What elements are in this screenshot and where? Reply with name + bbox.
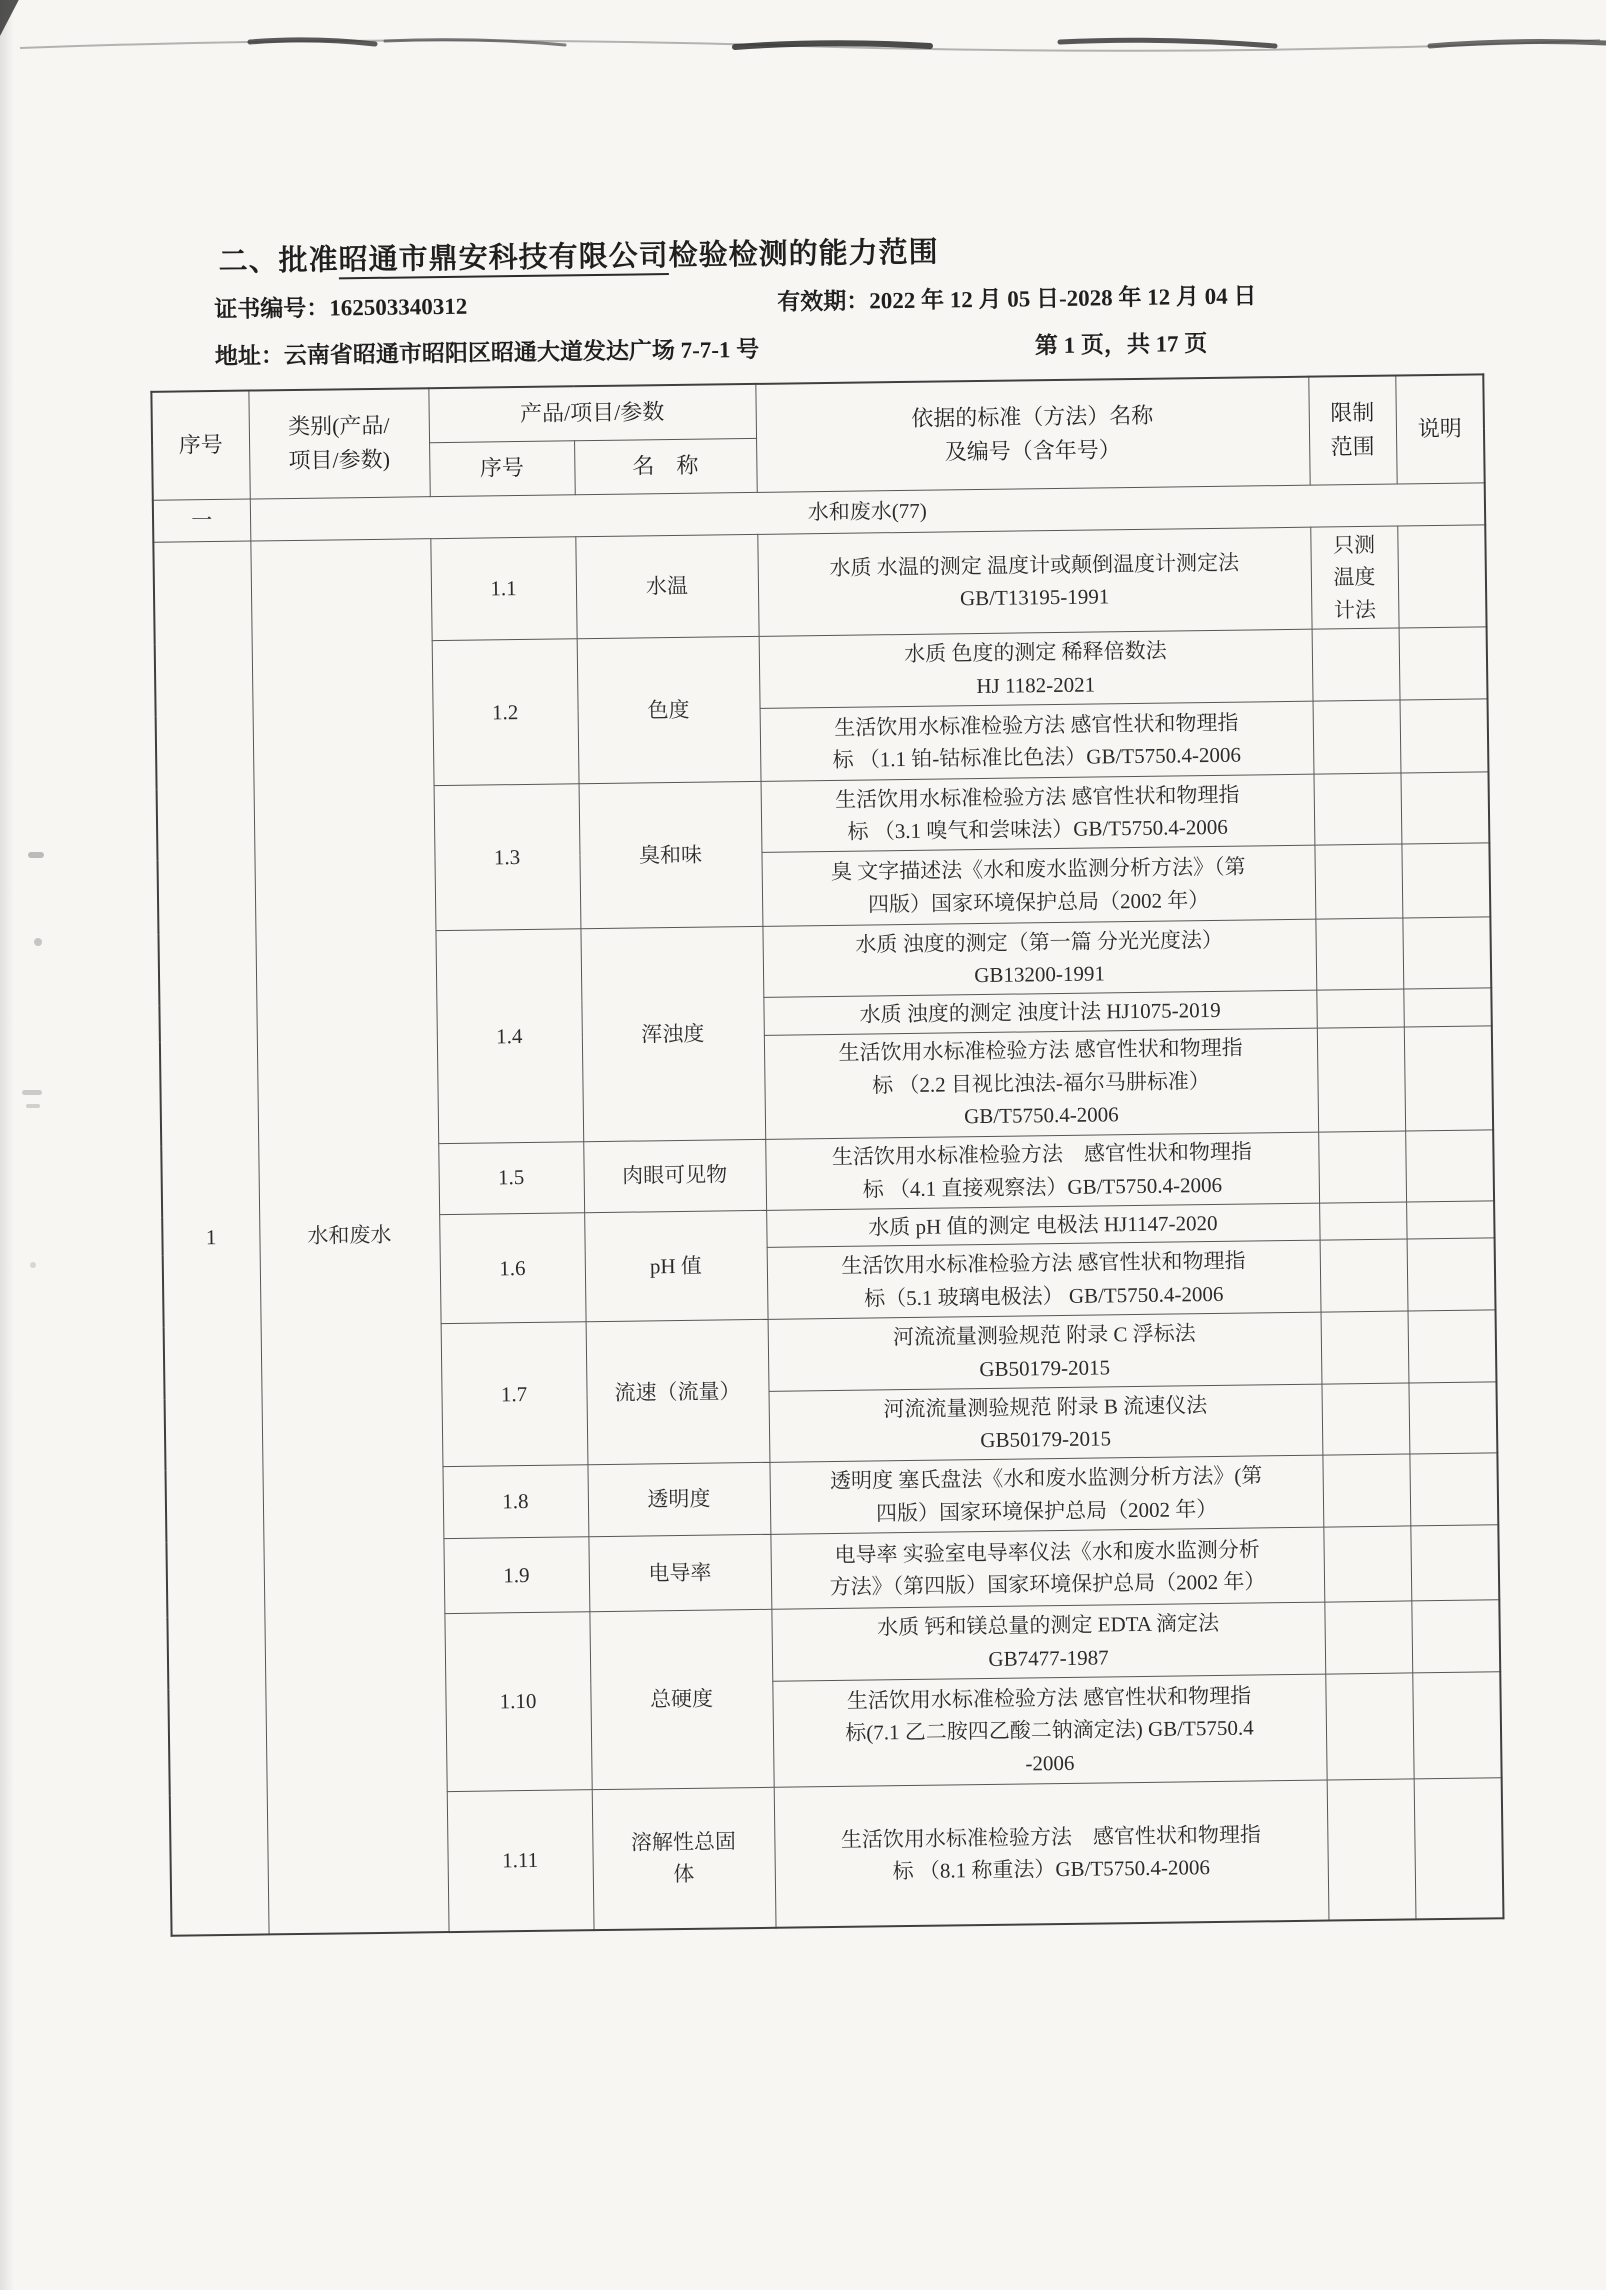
item-seq: 1.11 [447, 1790, 594, 1932]
item-name: 肉眼可见物 [583, 1139, 766, 1212]
limit-cell [1312, 628, 1400, 701]
limit-cell [1315, 918, 1403, 990]
header-standard: 依据的标准（方法）名称 及编号（含年号） [755, 377, 1309, 492]
limit-cell: 只测 温度 计法 [1310, 526, 1398, 630]
standard-cell: 生活饮用水标准检验方法 感官性状和物理指 标(7.1 乙二胺四乙酸二钠滴定法) GB/T5750.4 -2006 [772, 1674, 1326, 1787]
note-cell [1399, 627, 1488, 700]
scanned-page [133, 222, 1515, 1936]
limit-cell [1327, 1779, 1416, 1920]
limit-cell [1322, 1454, 1410, 1527]
certificate-line [214, 274, 1494, 327]
standard-cell: 水质 水温的测定 温度计或颠倒温度计测定法 GB/T13195-1991 [757, 527, 1311, 637]
standard-cell: 生活饮用水标准检验方法 感官性状和物理指 标 （1.1 铂-钴标准比色法）GB/T5750.4-2006 [760, 701, 1314, 781]
page-indicator: 第 1 页，共 17 页 [1034, 331, 1208, 359]
header-product-name: 名 称 [574, 438, 757, 494]
note-cell [1411, 1600, 1500, 1673]
standard-cell: 水质 pH 值的测定 电极法 HJ1147-2020 [766, 1203, 1319, 1248]
section-seq: 一 [153, 499, 251, 542]
item-seq: 1.5 [438, 1141, 584, 1214]
standard-cell: 水质 浊度的测定（第一篇 分光光度法） GB13200-1991 [762, 919, 1316, 997]
standard-cell: 电导率 实验室电导率仪法《水和废水监测分析 方法》（第四版）国家环境保护总局（2002 年） [770, 1527, 1324, 1609]
section-title: 水和废水(77) [250, 482, 1485, 540]
item-seq: 1.10 [444, 1612, 591, 1792]
standard-cell: 生活饮用水标准检验方法 感官性状和物理指 标 （2.2 目视比浊法-福尔马肼标准） GB/T5750.4-2006 [764, 1028, 1318, 1139]
item-name: 透明度 [587, 1463, 770, 1537]
limit-cell [1325, 1673, 1413, 1780]
validity-label: 有效期： [777, 288, 870, 315]
item-name: pH 值 [584, 1210, 767, 1322]
item-name: 浑浊度 [580, 927, 765, 1142]
limit-cell [1318, 1131, 1406, 1203]
capability-table [150, 373, 1504, 1936]
note-cell [1405, 1130, 1494, 1202]
standard-cell: 水质 色度的测定 稀释倍数法 HJ 1182-2021 [759, 629, 1313, 708]
note-cell [1402, 917, 1491, 989]
title-suffix: 检验检测的能力范围 [668, 236, 939, 273]
scan-smudge-1 [28, 852, 44, 858]
category-seq: 1 [153, 541, 268, 1936]
address-line [215, 321, 1495, 374]
address-value: 云南省昭通市昭阳区昭通大道发达广场 7-7-1 号 [283, 336, 760, 369]
note-cell [1400, 699, 1489, 773]
standard-cell: 臭 文字描述法《水和废水监测分析方法》（第 四版）国家环境保护总局（2002 年） [761, 845, 1315, 926]
item-seq: 1.8 [442, 1465, 588, 1539]
standard-cell: 河流流量测验规范 附录 C 浮标法 GB50179-2015 [768, 1312, 1322, 1391]
validity-value: 2022 年 12 月 05 日-2028 年 12 月 04 日 [869, 283, 1257, 314]
item-name: 总硬度 [589, 1610, 773, 1790]
standard-cell: 生活饮用水标准检验方法 感官性状和物理指 标 （8.1 称重法）GB/T5750.4-2006 [774, 1780, 1329, 1927]
document-title [218, 222, 1493, 280]
scan-streak-top [0, 14, 1606, 84]
validity [777, 277, 1257, 316]
header-note: 说明 [1395, 374, 1484, 483]
standard-cell: 水质 浊度的测定 浊度计法 HJ1075-2019 [763, 990, 1316, 1035]
note-cell [1414, 1778, 1504, 1919]
note-cell [1404, 1026, 1493, 1131]
limit-cell [1313, 773, 1401, 845]
note-cell [1397, 524, 1486, 628]
item-name: 电导率 [588, 1535, 771, 1612]
header-seq: 序号 [151, 391, 249, 500]
category-name: 水和废水 [250, 538, 448, 1934]
standard-cell: 生活饮用水标准检验方法 感官性状和物理指 标 （3.1 嗅气和尝味法）GB/T5750.4-2006 [761, 774, 1315, 852]
item-seq: 1.3 [434, 784, 581, 931]
table-row [153, 524, 1486, 644]
limit-cell [1317, 1027, 1405, 1132]
cert-label: 证书编号： [214, 295, 330, 323]
item-name: 溶解性总固 体 [592, 1788, 776, 1930]
limit-cell [1321, 1383, 1409, 1455]
item-seq: 1.4 [435, 929, 583, 1143]
item-name: 水温 [575, 534, 758, 639]
limit-cell [1313, 700, 1401, 774]
item-name: 臭和味 [579, 782, 763, 929]
standard-cell: 生活饮用水标准检验方法 感官性状和物理指 标 （4.1 直接观察法）GB/T5750.4-2006 [765, 1132, 1319, 1210]
limit-cell [1321, 1311, 1409, 1384]
note-cell [1406, 1201, 1494, 1240]
limit-cell [1323, 1526, 1411, 1602]
standard-cell: 透明度 塞氏盘法《水和废水监测分析方法》(第 四版）国家环境保护总局（2002 年） [769, 1455, 1323, 1534]
item-seq: 1.6 [439, 1212, 585, 1323]
limit-cell [1319, 1202, 1406, 1241]
item-name: 色度 [577, 637, 761, 784]
scan-smudge-5 [30, 1262, 36, 1268]
limit-cell [1314, 844, 1402, 919]
note-cell [1409, 1453, 1498, 1526]
note-cell [1408, 1310, 1497, 1383]
limit-cell [1324, 1601, 1412, 1674]
standard-cell: 生活饮用水标准检验方法 感官性状和物理指 标（5.1 玻璃电极法） GB/T5750.4-2006 [767, 1240, 1321, 1319]
scan-smudge-3 [22, 1090, 42, 1095]
item-name: 流速（流量） [586, 1320, 770, 1465]
note-cell [1407, 1238, 1496, 1311]
item-seq: 1.7 [441, 1322, 588, 1467]
limit-cell [1320, 1239, 1408, 1312]
note-cell [1408, 1382, 1497, 1454]
title-company-name: 昭通市鼎安科技有限公司 [338, 240, 668, 279]
scan-smudge-2 [34, 938, 42, 946]
note-cell [1403, 988, 1491, 1027]
title-prefix: 二、批准 [218, 244, 339, 278]
scan-corner-mark [0, 0, 26, 36]
note-cell [1412, 1672, 1501, 1779]
cert-number: 162503340312 [329, 293, 468, 321]
note-cell [1401, 843, 1490, 918]
item-seq: 1.9 [443, 1537, 589, 1614]
header-category: 类别(产品/ 项目/参数) [248, 388, 429, 498]
note-cell [1400, 772, 1489, 844]
item-seq: 1.2 [432, 639, 579, 786]
header-product-group: 产品/项目/参数 [428, 384, 756, 442]
standard-cell: 河流流量测验规范 附录 B 流速仪法 GB50179-2015 [769, 1384, 1323, 1462]
address-label: 地址： [214, 343, 285, 369]
note-cell [1410, 1525, 1499, 1601]
scan-edge-shadow [0, 0, 14, 2290]
header-limit: 限制 范围 [1308, 376, 1396, 485]
item-seq: 1.1 [430, 536, 576, 641]
standard-cell: 水质 钙和镁总量的测定 EDTA 滴定法 GB7477-1987 [771, 1602, 1325, 1681]
limit-cell [1316, 989, 1403, 1028]
header-product-seq: 序号 [429, 440, 575, 496]
scan-smudge-4 [26, 1104, 40, 1108]
